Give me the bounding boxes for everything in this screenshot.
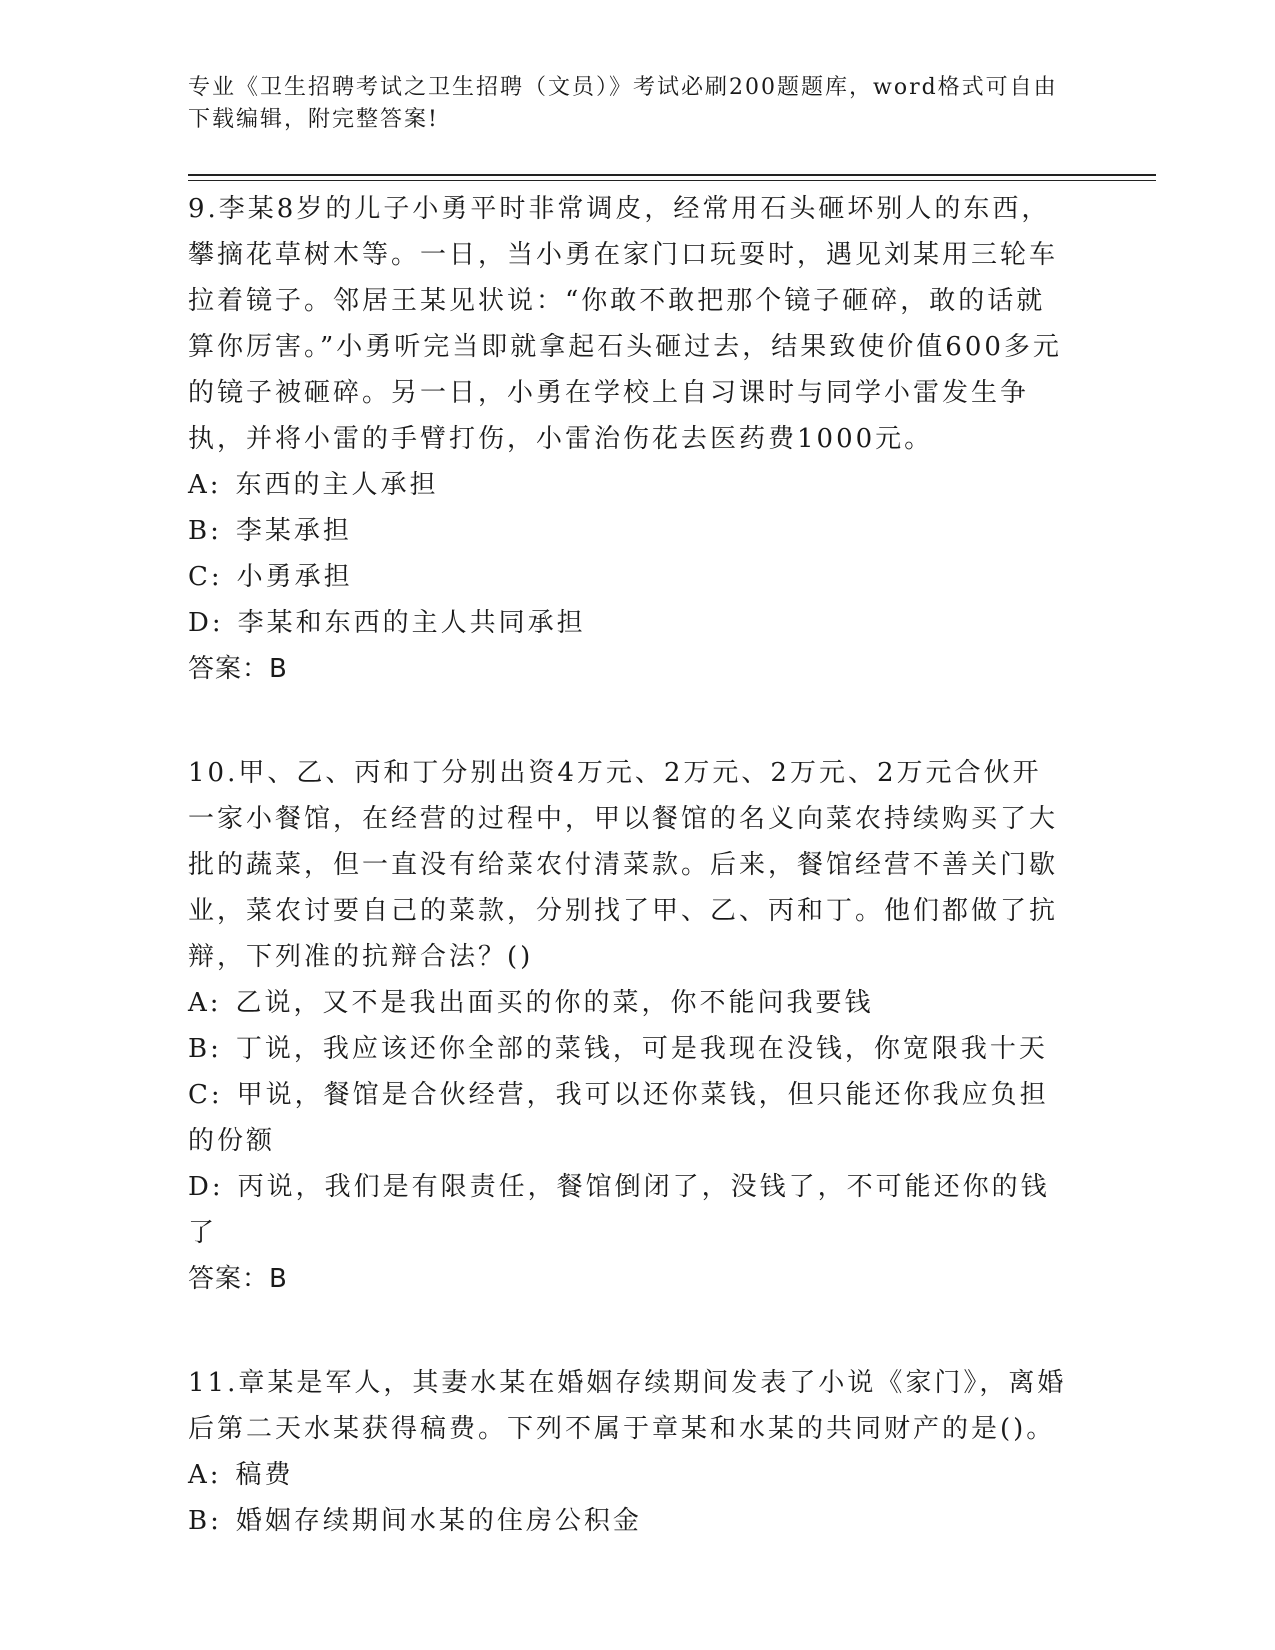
option-text: 甲说，餐馆是合伙经营，我可以还你菜钱，但只能还你我应负担的份额: [188, 1080, 1049, 1156]
option-key: D:: [188, 1172, 224, 1202]
option-a: [188, 462, 1068, 508]
option-text: 稿费: [235, 1460, 294, 1490]
option-text: 李某承担: [235, 516, 352, 546]
question-list: [188, 186, 1068, 1602]
option-key: B:: [188, 1506, 222, 1536]
option-b: [188, 1026, 1068, 1072]
option-a: [188, 1452, 1068, 1498]
option-c: [188, 554, 1068, 600]
option-key: C:: [188, 1080, 223, 1110]
question-stem: 10.甲、乙、丙和丁分别出资4万元、2万元、2万元、2万元合伙开一家小餐馆，在经营的过程中，甲以餐馆的名义向菜农持续购买了大批的蔬菜，但一直没有给菜农付清菜款。后来，餐馆经营不善关门歇业，菜农讨要自己的菜款，分别找了甲、乙、丙和丁。他们都做了抗辩，下列准的抗辩合法？(): [188, 758, 1059, 972]
option-c: [188, 1072, 1068, 1164]
header-divider-thick: [188, 174, 1156, 176]
option-text: 东西的主人承担: [235, 470, 439, 500]
option-key: B:: [188, 516, 222, 546]
option-a: [188, 980, 1068, 1026]
option-key: C:: [188, 562, 223, 592]
option-b: [188, 1498, 1068, 1544]
question-9: [188, 186, 1068, 692]
option-key: D:: [188, 608, 224, 638]
option-text: 丙说，我们是有限责任，餐馆倒闭了，没钱了，不可能还你的钱了: [188, 1172, 1050, 1248]
option-key: B:: [188, 1034, 222, 1064]
option-text: 婚姻存续期间水某的住房公积金: [235, 1506, 642, 1536]
header-divider-thin: [188, 180, 1156, 181]
question-11: [188, 1360, 1068, 1544]
answer-line: 答案：B: [188, 654, 288, 684]
option-b: [188, 508, 1068, 554]
question-stem: 9.李某8岁的儿子小勇平时非常调皮，经常用石头砸坏别人的东西，攀摘花草树木等。一日，当小勇在家门口玩耍时，遇见刘某用三轮车拉着镜子。邻居王某见状说：“你敢不敢把那个镜子砸碎，敢的话就算你厉害。”小勇听完当即就拿起石头砸过去，结果致使价值600多元的镜子被砸碎。另一日，小勇在学校上自习课时与同学小雷发生争执，并将小雷的手臂打伤，小雷治伤花去医药费1000元。: [188, 194, 1062, 454]
option-text: 丁说，我应该还你全部的菜钱，可是我现在没钱，你宽限我十天: [235, 1034, 1048, 1064]
option-d: [188, 1164, 1068, 1256]
option-key: A:: [188, 470, 222, 500]
option-d: [188, 600, 1068, 646]
option-text: 乙说，又不是我出面买的你的菜，你不能问我要钱: [235, 988, 874, 1018]
option-key: A:: [188, 1460, 222, 1490]
option-key: A:: [188, 988, 222, 1018]
option-text: 李某和东西的主人共同承担: [237, 608, 586, 638]
question-stem: 11.章某是军人，其妻水某在婚姻存续期间发表了小说《家门》，离婚后第二天水某获得稿费。下列不属于章某和水某的共同财产的是()。: [188, 1368, 1067, 1444]
page-header-title: 专业《卫生招聘考试之卫生招聘（文员）》考试必刷200题题库，word格式可自由下载编辑，附完整答案!: [188, 75, 1058, 132]
answer-line: 答案：B: [188, 1264, 288, 1294]
question-10: [188, 750, 1068, 1302]
option-text: 小勇承担: [236, 562, 353, 592]
